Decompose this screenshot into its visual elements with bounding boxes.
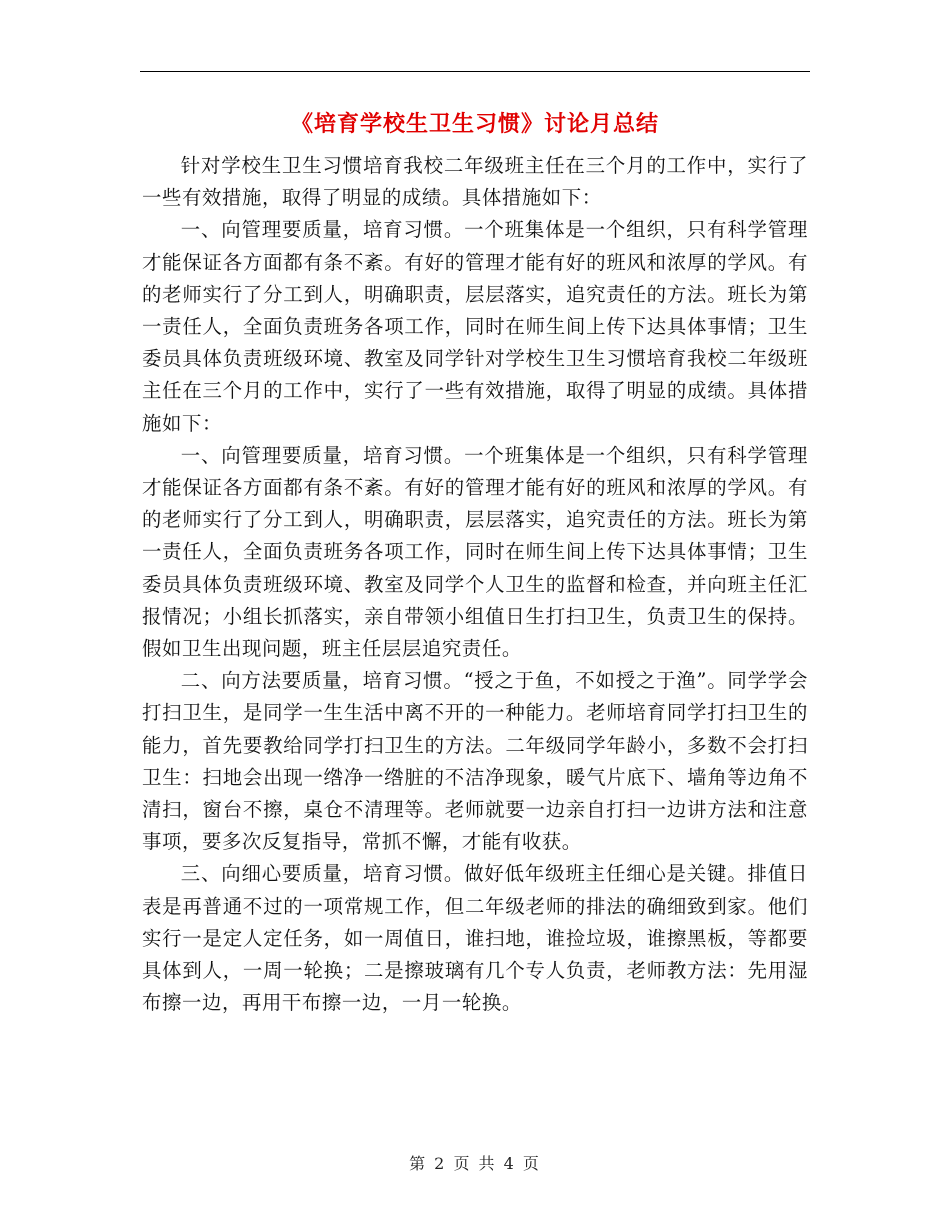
document-title: 《培育学校生卫生习惯》讨论月总结	[290, 112, 659, 137]
page-number: 第 2 页 共 4 页	[409, 1154, 541, 1173]
paragraph-intro: 针对学校生卫生习惯培育我校二年级班主任在三个月的工作中，实行了一些有效措施，取得了明显的成绩。具体措施如下：	[142, 154, 808, 210]
paragraph-detail: 三、向细心要质量，培育习惯。做好低年级班主任细心是关键。排值日表是再普通不过的一项常规工作，但二年级老师的排法的确细致到家。他们实行一是定人定任务，如一周值日，谁扫地，谁捡垃圾，谁擦黑板，等都要具体到人，一周一轮换；二是擦玻璃有几个专人负责，老师教方法：先用湿布擦一边，再用干布擦一边，一月一轮换。	[142, 862, 808, 1015]
paragraph-management-1: 一、向管理要质量，培育习惯。一个班集体是一个组织，只有科学管理才能保证各方面都有条不紊。有好的管理才能有好的班风和浓厚的学风。有的老师实行了分工到人，明确职责，层层落实，追究责任的方法。班长为第一责任人，全面负责班务各项工作，同时在师生间上传下达具体事情；卫生委员具体负责班级环境、教室及同学针对学校生卫生习惯培育我校二年级班主任在三个月的工作中，实行了一些有效措施，取得了明显的成绩。具体措施如下：	[142, 218, 808, 435]
paragraph-management-2: 一、向管理要质量，培育习惯。一个班集体是一个组织，只有科学管理才能保证各方面都有条不紊。有好的管理才能有好的班风和浓厚的学风。有的老师实行了分工到人，明确职责，层层落实，追究责任的方法。班长为第一责任人，全面负责班务各项工作，同时在师生间上传下达具体事情；卫生委员具体负责班级环境、教室及同学个人卫生的监督和检查，并向班主任汇报情况；小组长抓落实，亲自带领小组值日生打扫卫生，负责卫生的保持。假如卫生出现问题，班主任层层追究责任。	[142, 443, 808, 661]
document-body	[142, 150, 808, 1019]
header-rule	[140, 71, 810, 72]
paragraph-method: 二、向方法要质量，培育习惯。“授之于鱼，不如授之于渔”。同学学会打扫卫生，是同学一生生活中离不开的一种能力。老师培育同学打扫卫生的能力，首先要教给同学打扫卫生的方法。二年级同学年龄小，多数不会打扫卫生：扫地会出现一绺净一绺脏的不洁净现象，暖气片底下、墙角等边角不清扫，窗台不擦，桌仓不清理等。老师就要一边亲自打扫一边讲方法和注意事项，要多次反复指导，常抓不懈，才能有收获。	[142, 669, 808, 854]
